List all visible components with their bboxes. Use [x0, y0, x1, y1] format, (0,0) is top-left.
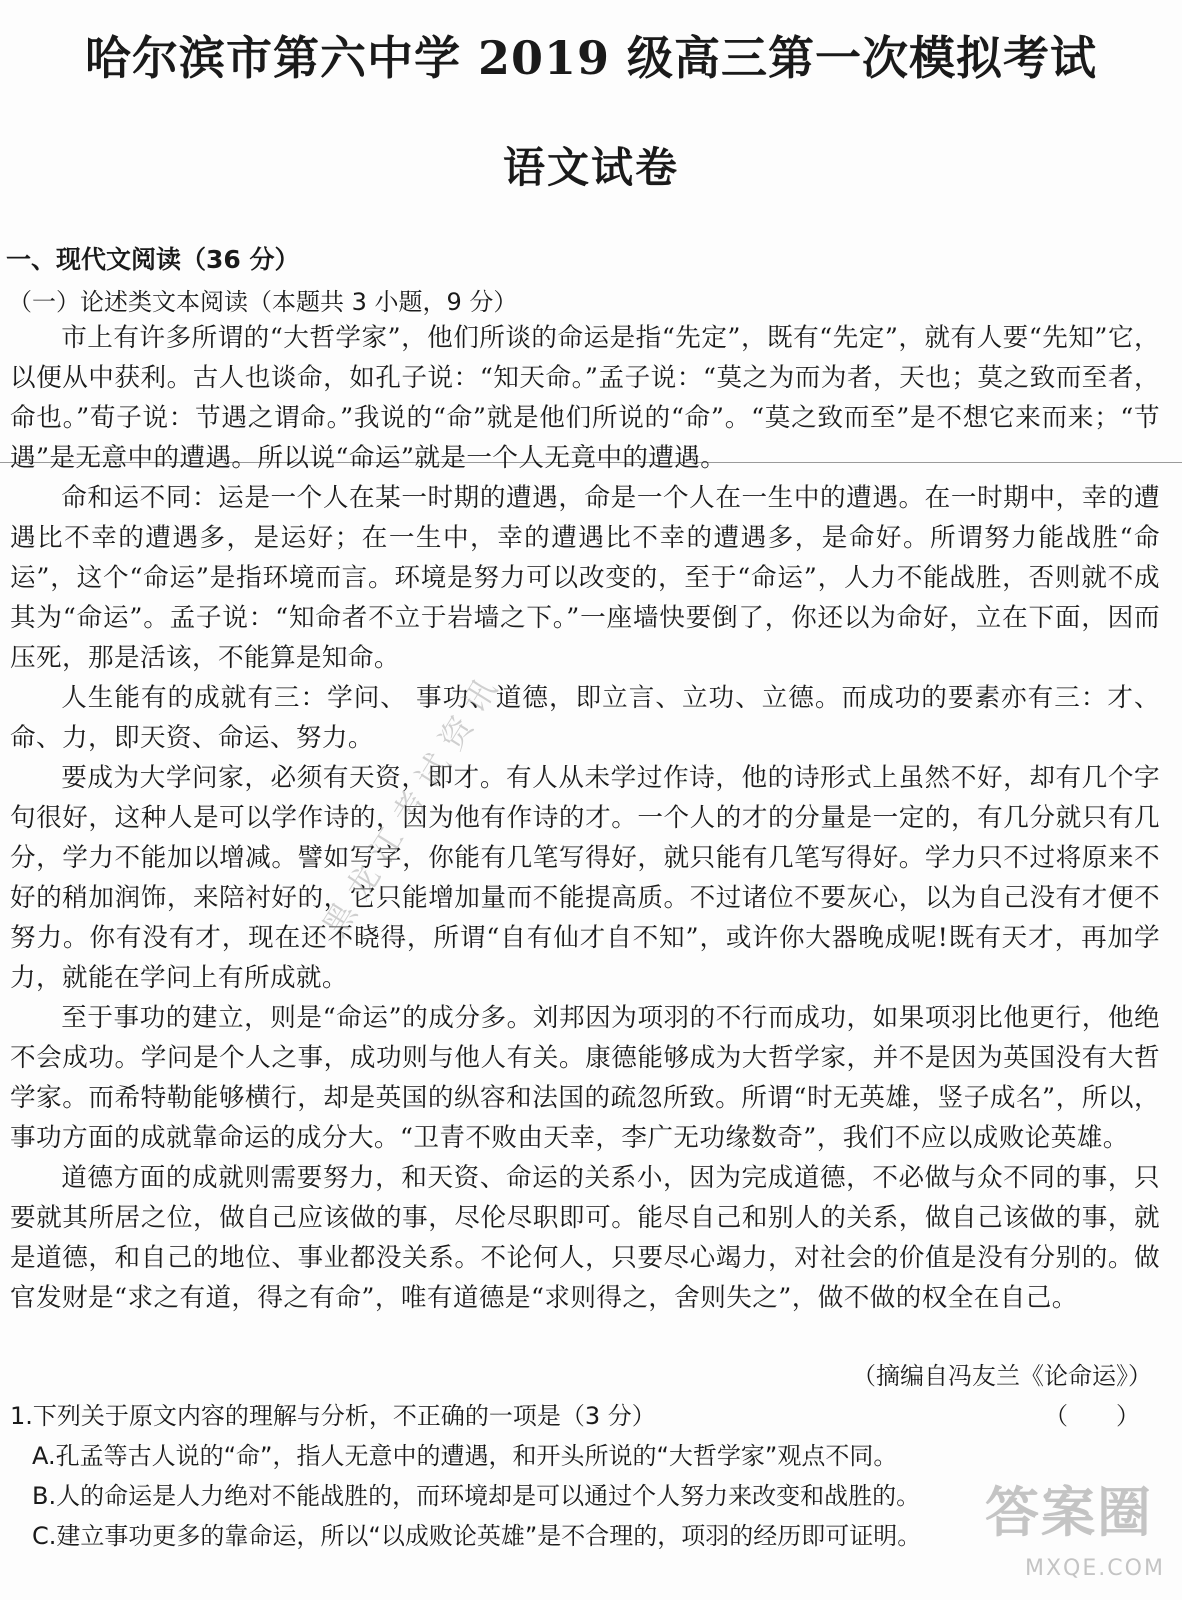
subsection-heading: （一）论述类文本阅读（本题共 3 小题，9 分） [8, 288, 518, 316]
passage-paragraph: 命和运不同：运是一个人在某一时期的遭遇，命是一个人在一生中的遭遇。在一时期中，幸的遭遇比不幸的遭遇多，是运好；在一生中，幸的遭遇比不幸的遭遇多，是命好。所谓努力能战胜“命运”，这个“命运”是指环境而言。环境是努力可以改变的，至于“命运”，人力不能战胜，否则就不成其为“命运”。孟子说：“知命者不立于岩墙之下。”一座墙快要倒了，你还以为命好，立在下面，因而压死，那是活该，不能算是知命。 [10, 483, 1161, 673]
passage-source: （摘编自冯友兰《论命运》） [852, 1362, 1152, 1390]
passage-paragraph: 至于事功的建立，则是“命运”的成分多。刘邦因为项羽的不行而成功，如果项羽比他更行，他绝不会成功。学问是个人之事，成功则与他人有关。康德能够成为大哲学家，并不是因为英国没有大哲学家。而希特勒能够横行，却是英国的纵容和法国的疏忽所致。所谓“时无英雄，竖子成名”，所以，事功方面的成就靠命运的成分大。“卫青不败由天幸，李广无功缘数奇”，我们不应以成败论英雄。 [10, 1003, 1160, 1153]
option-b[interactable]: B.人的命运是人力绝对不能战胜的，而环境却是可以通过个人努力来改变和战胜的。 [32, 1482, 921, 1510]
passage-paragraph: 要成为大学问家，必须有天资，即才。有人从未学过作诗，他的诗形式上虽然不好，却有几个字句很好，这种人是可以学作诗的，因为他有作诗的才。一个人的才的分量是一定的，有几分就只有几分，学力不能加以增减。譬如写字，你能有几笔写得好，就只能有几笔写得好。学力只不过将原来不好的稍加润饰，来陪衬好的，它只能增加量而不能提高质。不过诸位不要灰心，以为自己没有才便不努力。你有没有才，现在还不晓得，所谓“自有仙才自不知”，或许你大器晚成呢!既有天才，再加学力，就能在学问上有所成就。 [10, 763, 1160, 993]
watermark: 黑龙江考试资讯 [315, 661, 511, 944]
passage-paragraph: 道德方面的成就则需要努力，和天资、命运的关系小，因为完成道德，不必做与众不同的事，只要就其所居之位，做自己应该做的事，尽伦尽职即可。能尽自己和别人的关系，做自己该做的事，就是道德，和自己的地位、事业都没关系。不论何人，只要尽心竭力，对社会的价值是没有分别的。做官发财是“求之有道，得之有命”，唯有道德是“求则得之，舍则失之”，做不做的权全在自己。 [10, 1163, 1160, 1313]
passage-paragraph: 人生能有的成就有三：学问、 事功、道德，即立言、立功、立德。而成功的要素亦有三：才、命、力，即天资、命运、努力。 [10, 683, 1160, 753]
exam-title: 哈尔滨市第六中学 2019 级高三第一次模拟考试 [84, 31, 1098, 85]
question-stem-row [10, 1396, 1140, 1436]
question-1 [10, 1396, 1140, 1556]
exam-subtitle: 语文试卷 [502, 143, 679, 192]
watermark-logo [985, 1470, 1175, 1590]
watermark-logo-main: 答案圈 [985, 1481, 1153, 1544]
question-stem: 1.下列关于原文内容的理解与分析，不正确的一项是（3 分） [10, 1402, 656, 1430]
option-a[interactable]: A.孔孟等古人说的“命”，指人无意中的遭遇，和开头所说的“大哲学家”观点不同。 [32, 1442, 898, 1470]
watermark-logo-url: MXQE.COM [1025, 1556, 1165, 1581]
answer-bracket[interactable]: （ ） [1044, 1402, 1140, 1430]
section-heading: 一、现代文阅读（36 分） [6, 245, 300, 274]
passage-body [10, 318, 1160, 1318]
option-c[interactable]: C.建立事功更多的靠命运，所以“以成败论英雄”是不合理的，项羽的经历即可证明。 [32, 1522, 922, 1550]
passage-paragraph: 市上有许多所谓的“大哲学家”，他们所谈的命运是指“先定”，既有“先定”，就有人要“先知”它，以便从中获利。古人也谈命，如孔子说：“知天命。”孟子说：“莫之为而为者，天也；莫之致而至者，命也。”荀子说：节遇之谓命。”我说的“命”就是他们所说的“命”。“莫之致而至”是不想它来而来；“节遇”是无意中的遭遇。所以说“命运”就是一个人无竟中的遭遇。 [10, 323, 1160, 473]
